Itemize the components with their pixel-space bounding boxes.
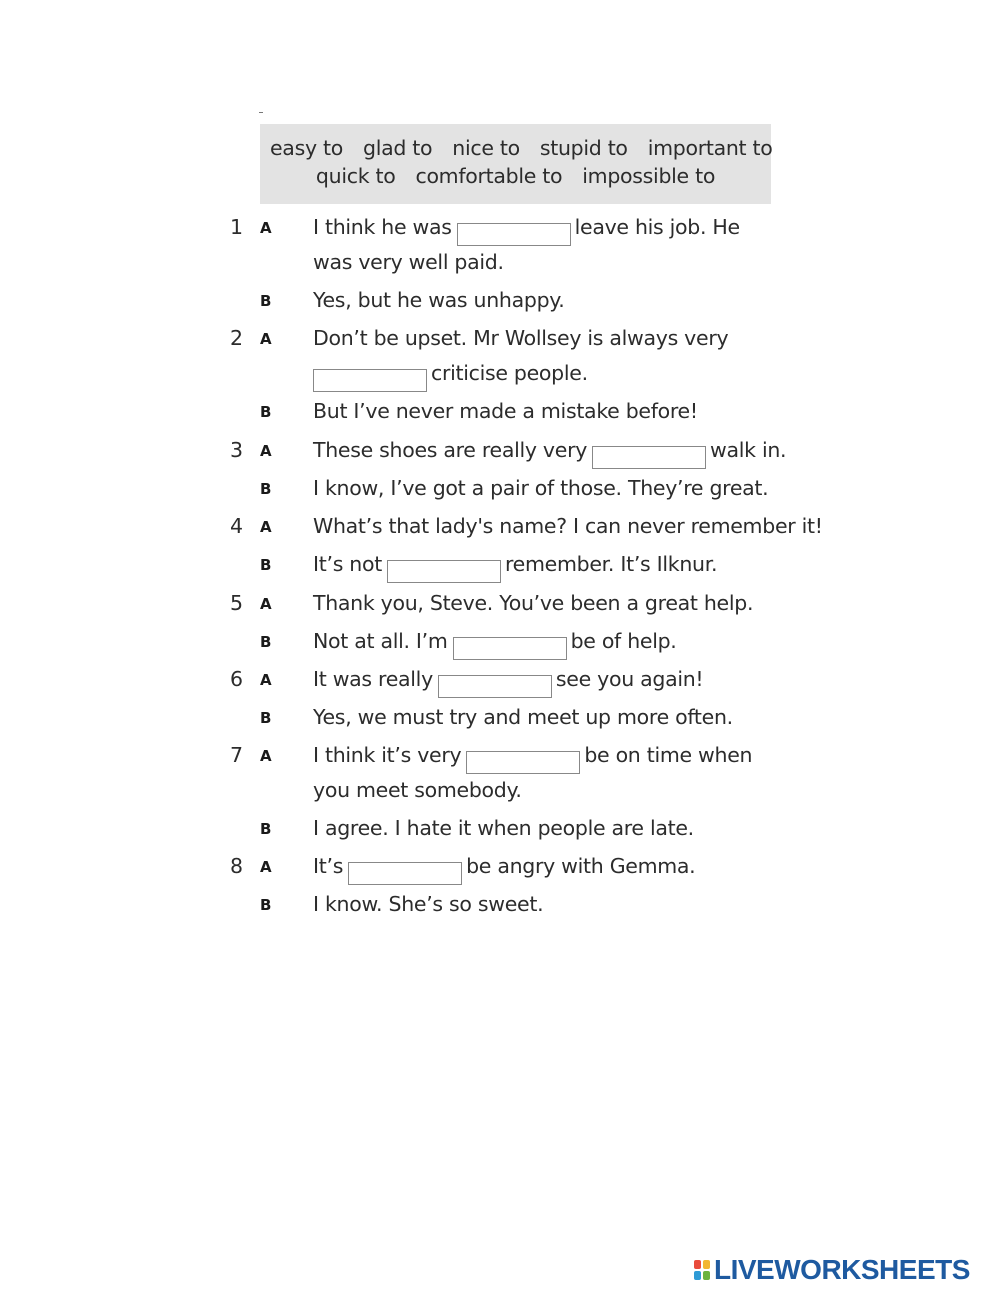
speaker-label: B bbox=[260, 709, 272, 727]
dialogue-text: I know. She’s so sweet. bbox=[313, 892, 544, 916]
logo-square bbox=[694, 1260, 701, 1269]
dialogue-text: It’s not remember. It’s Ilknur. bbox=[313, 549, 717, 583]
speaker-label: B bbox=[260, 556, 272, 574]
logo-square bbox=[703, 1260, 710, 1269]
speaker-label: A bbox=[260, 858, 272, 876]
word-bank-item: easy to bbox=[270, 136, 343, 160]
answer-input-4[interactable] bbox=[387, 560, 501, 583]
speaker-label: B bbox=[260, 480, 272, 498]
word-bank bbox=[260, 124, 771, 204]
speaker-label: A bbox=[260, 442, 272, 460]
word-bank-item: important to bbox=[647, 136, 773, 160]
item-number: 6 bbox=[230, 667, 243, 691]
dialogue-text: It’s be angry with Gemma. bbox=[313, 851, 695, 885]
answer-input-6[interactable] bbox=[438, 675, 552, 698]
word-bank-item: comfortable to bbox=[415, 164, 563, 188]
logo-squares-icon bbox=[693, 1259, 711, 1281]
dialogue-text: Thank you, Steve. You’ve been a great help. bbox=[313, 591, 754, 615]
dialogue-text: I think he was leave his job. He bbox=[313, 212, 740, 246]
answer-input-1[interactable] bbox=[457, 223, 571, 246]
speaker-label: A bbox=[260, 747, 272, 765]
item-number: 5 bbox=[230, 591, 243, 615]
speaker-label: B bbox=[260, 820, 272, 838]
dialogue-text: But I’ve never made a mistake before! bbox=[313, 399, 698, 423]
logo-square bbox=[694, 1271, 701, 1280]
item-number: 8 bbox=[230, 854, 243, 878]
item-number: 4 bbox=[230, 514, 243, 538]
speaker-label: B bbox=[260, 633, 272, 651]
dialogue-text: These shoes are really very walk in. bbox=[313, 435, 786, 469]
speaker-label: A bbox=[260, 595, 272, 613]
item-number: 7 bbox=[230, 743, 243, 767]
speaker-label: B bbox=[260, 292, 272, 310]
dialogue-text: Yes, but he was unhappy. bbox=[313, 288, 565, 312]
item-number: 2 bbox=[230, 326, 243, 350]
speaker-label: A bbox=[260, 219, 272, 237]
dialogue-text: you meet somebody. bbox=[313, 778, 522, 802]
dialogue-text: I think it’s very be on time when bbox=[313, 740, 752, 774]
item-number: 1 bbox=[230, 215, 243, 239]
speaker-label: A bbox=[260, 671, 272, 689]
dialogue-text: It was really see you again! bbox=[313, 664, 703, 698]
answer-input-5[interactable] bbox=[453, 637, 567, 660]
liveworksheets-logo bbox=[693, 1254, 970, 1286]
logo-square bbox=[703, 1271, 710, 1280]
dialogue-text: I know, I’ve got a pair of those. They’re great. bbox=[313, 476, 769, 500]
dialogue-text: I agree. I hate it when people are late. bbox=[313, 816, 694, 840]
word-bank-row-1 bbox=[260, 136, 771, 160]
word-bank-item: glad to bbox=[362, 136, 433, 160]
answer-input-8[interactable] bbox=[348, 862, 462, 885]
dialogue-text: Yes, we must try and meet up more often. bbox=[313, 705, 733, 729]
word-bank-item: quick to bbox=[315, 164, 396, 188]
brand-name: LIVEWORKSHEETS bbox=[714, 1254, 970, 1285]
word-bank-item: nice to bbox=[452, 136, 520, 160]
answer-input-3[interactable] bbox=[592, 446, 706, 469]
dialogue-text: Not at all. I’m be of help. bbox=[313, 626, 677, 660]
answer-input-2[interactable] bbox=[313, 369, 427, 392]
dialogue-text: Don’t be upset. Mr Wollsey is always very bbox=[313, 326, 729, 350]
speaker-label: A bbox=[260, 330, 272, 348]
speaker-label: B bbox=[260, 403, 272, 421]
word-bank-item: impossible to bbox=[582, 164, 716, 188]
answer-input-7[interactable] bbox=[466, 751, 580, 774]
word-bank-item: stupid to bbox=[539, 136, 628, 160]
speaker-label: A bbox=[260, 518, 272, 536]
speaker-label: B bbox=[260, 896, 272, 914]
dialogue-text: criticise people. bbox=[313, 358, 588, 392]
item-number: 3 bbox=[230, 438, 243, 462]
stray-mark bbox=[259, 112, 263, 113]
dialogue-text: What’s that lady's name? I can never remember it! bbox=[313, 514, 823, 538]
word-bank-row-2 bbox=[260, 164, 771, 188]
dialogue-text: was very well paid. bbox=[313, 250, 504, 274]
